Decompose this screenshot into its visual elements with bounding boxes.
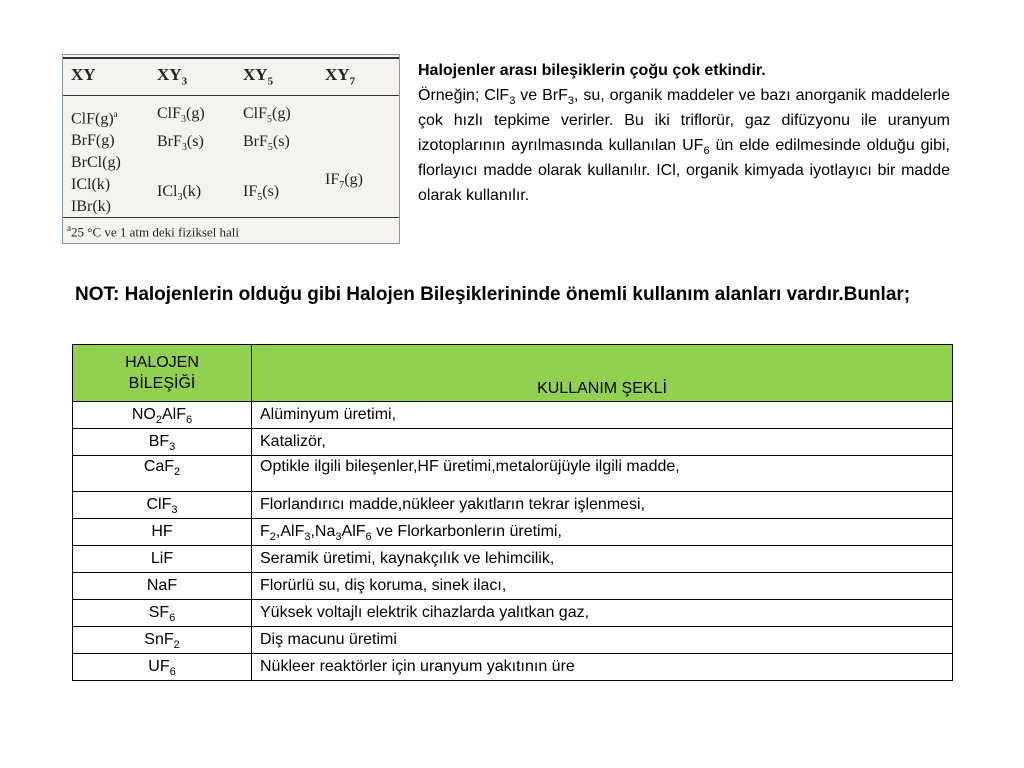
scan-cell <box>243 159 291 181</box>
table-row <box>73 429 953 456</box>
table-row <box>73 654 953 681</box>
usage-cell: Nükleer reaktörler için uranyum yakıtının üre <box>252 654 953 681</box>
scan-header-xy: XY <box>71 65 96 84</box>
usage-cell: Seramik üretimi, kaynakçılık ve lehimcilik, <box>252 546 953 573</box>
compound-cell: CaF$_2$ <box>73 456 252 492</box>
scan-cell <box>157 159 205 181</box>
scan-cell: ICl$_3$(k) <box>157 183 202 204</box>
interhalogen-scan-image <box>62 54 400 244</box>
compound-cell: NaF <box>73 573 252 600</box>
note-heading: NOT: Halojenlerin olduğu gibi Halojen Bileşiklerininde önemli kullanım alanları vardır.Bunlar; <box>75 284 911 305</box>
table-row <box>73 600 953 627</box>
table-row <box>73 519 953 546</box>
scan-cell: $IF_5(s)$ <box>243 183 280 204</box>
table-row <box>73 627 953 654</box>
usage-cell: Katalizör, <box>252 429 953 456</box>
usage-cell: Optikle ilgili bileşenler,HF üretimi,metalorüjüyle ilgili madde, <box>252 456 953 492</box>
scan-header-row <box>63 57 399 96</box>
table-row <box>73 573 953 600</box>
header-usage: KULLANIM ŞEKLİ <box>252 345 953 402</box>
table-row <box>73 456 953 492</box>
usage-cell: Diş macunu üretimi <box>252 627 953 654</box>
usage-cell: Florürlü su, diş koruma, sinek ilacı, <box>252 573 953 600</box>
scan-cell: ICl(k) <box>71 176 111 194</box>
table-row <box>73 546 953 573</box>
scan-column-xy <box>71 103 121 218</box>
compound-cell: $BF_3$ <box>73 429 252 456</box>
compound-cell: HF <box>73 519 252 546</box>
table-header-row <box>73 345 953 402</box>
intro-paragraph <box>418 58 950 208</box>
scan-column-xy3 <box>157 103 205 210</box>
intro-text: ve BrF <box>515 87 568 104</box>
usage-cell: Florlandırıcı madde,nükleer yakıtların tekrar işlenmesi, <box>252 492 953 519</box>
scan-cell: $ClF(g)^a$ <box>71 109 118 128</box>
intro-body <box>418 83 950 208</box>
usage-cell: Yüksek voltajlı elektrik cihazlarda yalıtkan gaz, <box>252 600 953 627</box>
scan-header-xy7: $XY_7$ <box>325 65 356 88</box>
scan-cell: BrCl(g) <box>71 154 121 172</box>
scan-footnote: $^a$25 °C ve 1 atm deki fiziksel hali <box>67 223 240 240</box>
compound-cell: $UF_6$ <box>73 654 252 681</box>
halogen-compound-usage-table <box>72 344 953 681</box>
usage-cell: Alüminyum üretimi, <box>252 402 953 429</box>
scan-cell: BrF$_5$(s) <box>243 133 290 154</box>
compound-cell: $SF_6$ <box>73 600 252 627</box>
scan-cell: BrF(g) <box>71 132 115 150</box>
scan-cell: ClF$_5$(g) <box>243 105 291 126</box>
intro-lead: Halojenler arası bileşiklerin çoğu çok etkindir. <box>418 62 766 79</box>
compound-cell: $NO_2AlF_6$ <box>73 402 252 429</box>
header-compound <box>73 345 252 402</box>
scan-cell <box>325 125 363 147</box>
compound-cell: SnF$_2$ <box>73 627 252 654</box>
intro-text: ün elde edilmesinde olduğu gibi, florlayıcı madde olarak kullanılır. ICl, organik kimyada iyotlayıcı bir madde olarak kullanılır. <box>418 137 950 204</box>
compound-cell: ClF$_3$ <box>73 492 252 519</box>
scan-cell: ClF$_3$(g) <box>157 105 205 126</box>
subscript: 3 <box>567 95 574 108</box>
subscript: 3 <box>509 95 516 108</box>
scan-cell <box>325 147 363 169</box>
subscript: 6 <box>703 145 710 158</box>
table-row <box>73 402 953 429</box>
scan-cell <box>325 103 363 125</box>
scan-cell: BrF$_3$(s) <box>157 133 204 154</box>
scan-column-xy7 <box>325 103 363 197</box>
intro-text: Örneğin; ClF <box>418 87 510 104</box>
header-compound-line1: HALOJEN <box>125 354 199 371</box>
scan-header-xy3: $XY_3$ <box>157 65 188 88</box>
scan-cell: $IF_7(g)$ <box>325 171 363 192</box>
scan-column-xy5 <box>243 103 291 210</box>
intro-text: , su, organik maddeler ve bazı anorganik maddelerle çok hızlı tepkime verirler. Bu iki triflorür, gaz difüzyonu ile uranyum izotoplarının ayrılmasında kullanılan UF <box>418 87 951 154</box>
compound-cell: LiF <box>73 546 252 573</box>
scan-cell: IBr(k) <box>71 198 111 216</box>
header-compound-line2: BİLEŞİĞİ <box>128 375 196 392</box>
usage-cell: $F_2,AlF_3,Na_3AlF_6$ ve Florkarbonlerın üretimi, <box>252 519 953 546</box>
scan-divider <box>63 217 399 218</box>
scan-header-xy5: $XY_5$ <box>243 65 274 88</box>
table-row <box>73 492 953 519</box>
